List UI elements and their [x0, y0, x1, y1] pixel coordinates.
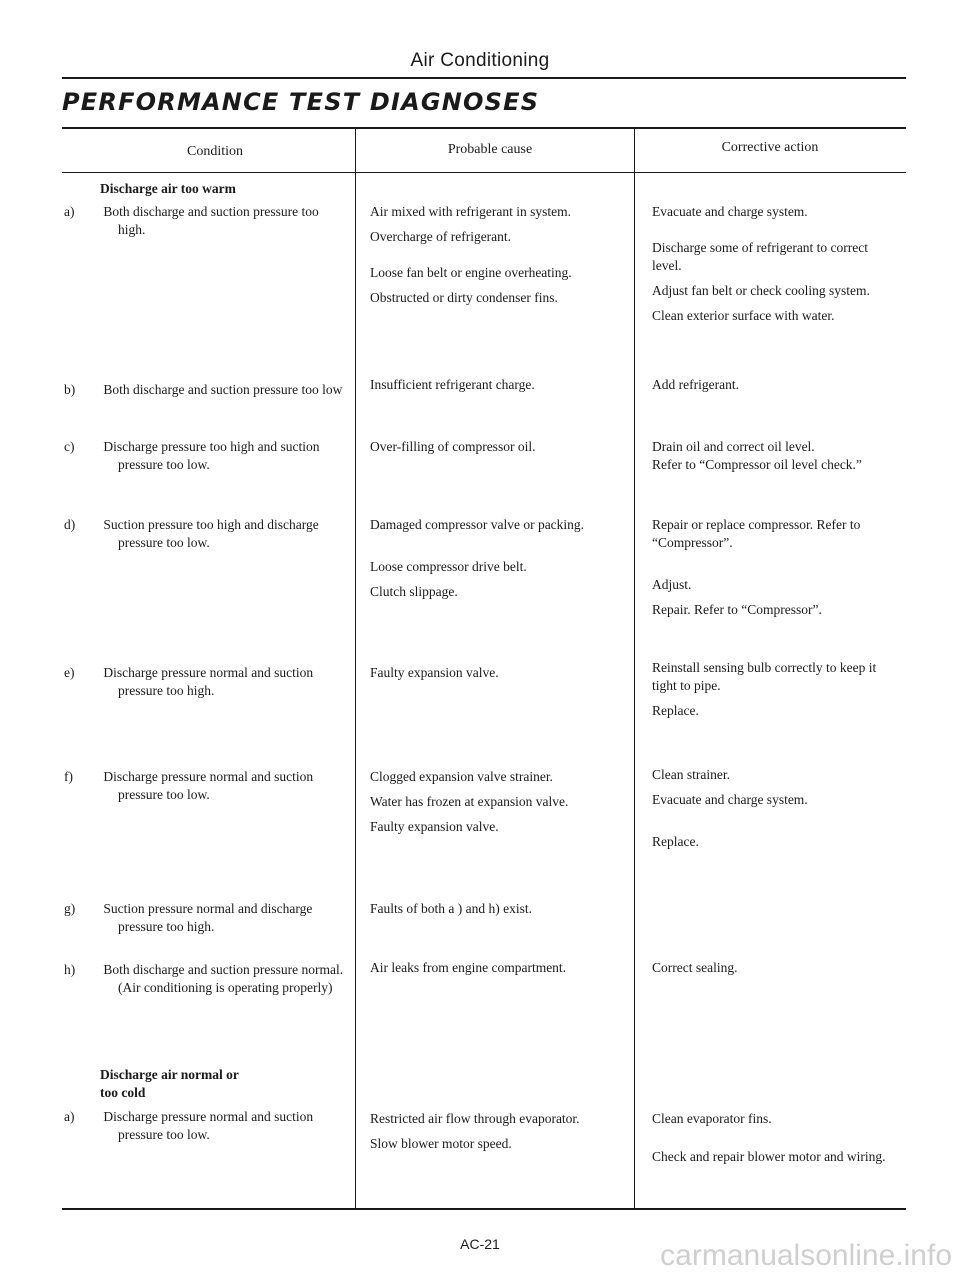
row-label: d) — [64, 517, 76, 532]
cause-item: Over-filling of compressor oil. — [370, 439, 536, 454]
cause-item: Faults of both a ) and h) exist. — [370, 901, 532, 916]
page-title: PERFORMANCE TEST DIAGNOSES — [62, 88, 540, 116]
causes-f — [370, 768, 618, 836]
actions-a — [652, 203, 897, 325]
column-header-condition: Condition — [186, 144, 243, 159]
condition-text: Discharge pressure normal and suction pressure too high. — [103, 665, 314, 698]
row-label: a) — [64, 1109, 75, 1124]
row-label: b) — [64, 382, 76, 397]
condition-text: Both discharge and suction pressure normal. — [103, 962, 344, 977]
condition-d — [64, 516, 345, 552]
action-item: Correct sealing. — [652, 960, 738, 975]
actions-d — [652, 516, 897, 619]
action-item: Discharge some of refrigerant to correct level. — [652, 240, 869, 273]
actions-f — [652, 766, 897, 851]
row-label: a) — [64, 204, 75, 219]
action-item: Repair or replace compressor. Refer to “Compressor”. — [652, 517, 861, 550]
cause-item: Loose fan belt or engine overheating. — [370, 265, 572, 280]
causes-g — [370, 900, 618, 918]
cause-item: Clogged expansion valve strainer. — [370, 769, 553, 784]
cause-item: Overcharge of refrigerant. — [370, 229, 512, 244]
cause-item: Loose compressor drive belt. — [370, 559, 527, 574]
action-item: Clean strainer. — [652, 767, 730, 782]
condition-e — [64, 664, 345, 700]
section-header: Air Conditioning — [410, 50, 550, 71]
cause-item: Clutch slippage. — [370, 584, 458, 599]
header-rule — [62, 77, 906, 79]
actions-b — [652, 376, 897, 394]
action-item: Check and repair blower motor and wiring. — [652, 1149, 886, 1164]
causes-b — [370, 376, 618, 394]
action-item: Evacuate and charge system. — [652, 204, 808, 219]
condition-g — [64, 900, 345, 936]
condition-f — [64, 768, 345, 804]
causes-e — [370, 664, 618, 682]
causes-h — [370, 959, 618, 977]
condition-text: Discharge pressure too high and suction pressure too low. — [103, 439, 320, 472]
cause-item: Faulty expansion valve. — [370, 819, 499, 834]
table-bottom-rule — [62, 1208, 906, 1210]
row-label: c) — [64, 439, 75, 454]
condition-text: Both discharge and suction pressure too low — [103, 382, 343, 397]
condition-heading-warm: Discharge air too warm — [100, 181, 236, 196]
column-header-action: Corrective action — [721, 140, 819, 155]
condition-text: Discharge pressure normal and suction pressure too low. — [103, 1109, 314, 1142]
page-number: AC-21 — [460, 1236, 500, 1252]
cause-item: Damaged compressor valve or packing. — [370, 517, 585, 532]
action-item: Drain oil and correct oil level. — [652, 439, 815, 454]
condition-text: Suction pressure too high and discharge pressure too low. — [103, 517, 319, 550]
table-top-rule — [62, 127, 906, 129]
watermark: carmanualsonline.info — [660, 1239, 952, 1272]
actions-cold-a — [652, 1110, 897, 1166]
column-divider-1 — [355, 127, 356, 1209]
actions-e — [652, 659, 897, 720]
cause-item: Slow blower motor speed. — [370, 1136, 512, 1151]
action-item: Repair. Refer to “Compressor”. — [652, 602, 822, 617]
action-item: Adjust. — [652, 577, 692, 592]
condition-text: Discharge pressure normal and suction pressure too low. — [103, 769, 314, 802]
condition-b — [64, 381, 345, 399]
cause-item: Faulty expansion valve. — [370, 665, 499, 680]
causes-cold-a — [370, 1110, 618, 1153]
condition-cold-a — [64, 1108, 345, 1144]
column-header-cause: Probable cause — [447, 142, 533, 157]
actions-c — [652, 438, 897, 474]
action-item: Refer to “Compressor oil level check.” — [652, 457, 862, 472]
column-header-rule — [62, 172, 906, 173]
causes-d — [370, 516, 618, 601]
row-label: h) — [64, 962, 76, 977]
causes-c — [370, 438, 618, 456]
action-item: Adjust fan belt or check cooling system. — [652, 283, 870, 298]
cause-item: Restricted air flow through evaporator. — [370, 1111, 580, 1126]
column-divider-2 — [634, 127, 635, 1209]
action-item: Evacuate and charge system. — [652, 792, 808, 807]
condition-a — [64, 203, 345, 239]
action-item: Replace. — [652, 834, 699, 849]
condition-note: (Air conditioning is operating properly) — [118, 980, 333, 995]
actions-h — [652, 959, 897, 977]
action-item: Clean exterior surface with water. — [652, 308, 835, 323]
cause-item: Water has frozen at expansion valve. — [370, 794, 569, 809]
condition-heading-cold: Discharge air normal or too cold — [100, 1067, 239, 1100]
action-item: Clean evaporator fins. — [652, 1111, 772, 1126]
condition-text: Suction pressure normal and discharge pressure too high. — [103, 901, 313, 934]
action-item: Add refrigerant. — [652, 377, 739, 392]
cause-item: Air mixed with refrigerant in system. — [370, 204, 571, 219]
causes-a — [370, 203, 618, 307]
condition-text: Both discharge and suction pressure too high. — [103, 204, 319, 237]
cause-item: Obstructed or dirty condenser fins. — [370, 290, 558, 305]
condition-h — [64, 961, 345, 997]
cause-item: Air leaks from engine compartment. — [370, 960, 567, 975]
cause-item: Insufficient refrigerant charge. — [370, 377, 535, 392]
condition-c — [64, 438, 345, 474]
action-item: Replace. — [652, 703, 699, 718]
row-label: g) — [64, 901, 76, 916]
row-label: f) — [64, 769, 73, 784]
action-item: Reinstall sensing bulb correctly to keep it tight to pipe. — [652, 660, 877, 693]
row-label: e) — [64, 665, 75, 680]
